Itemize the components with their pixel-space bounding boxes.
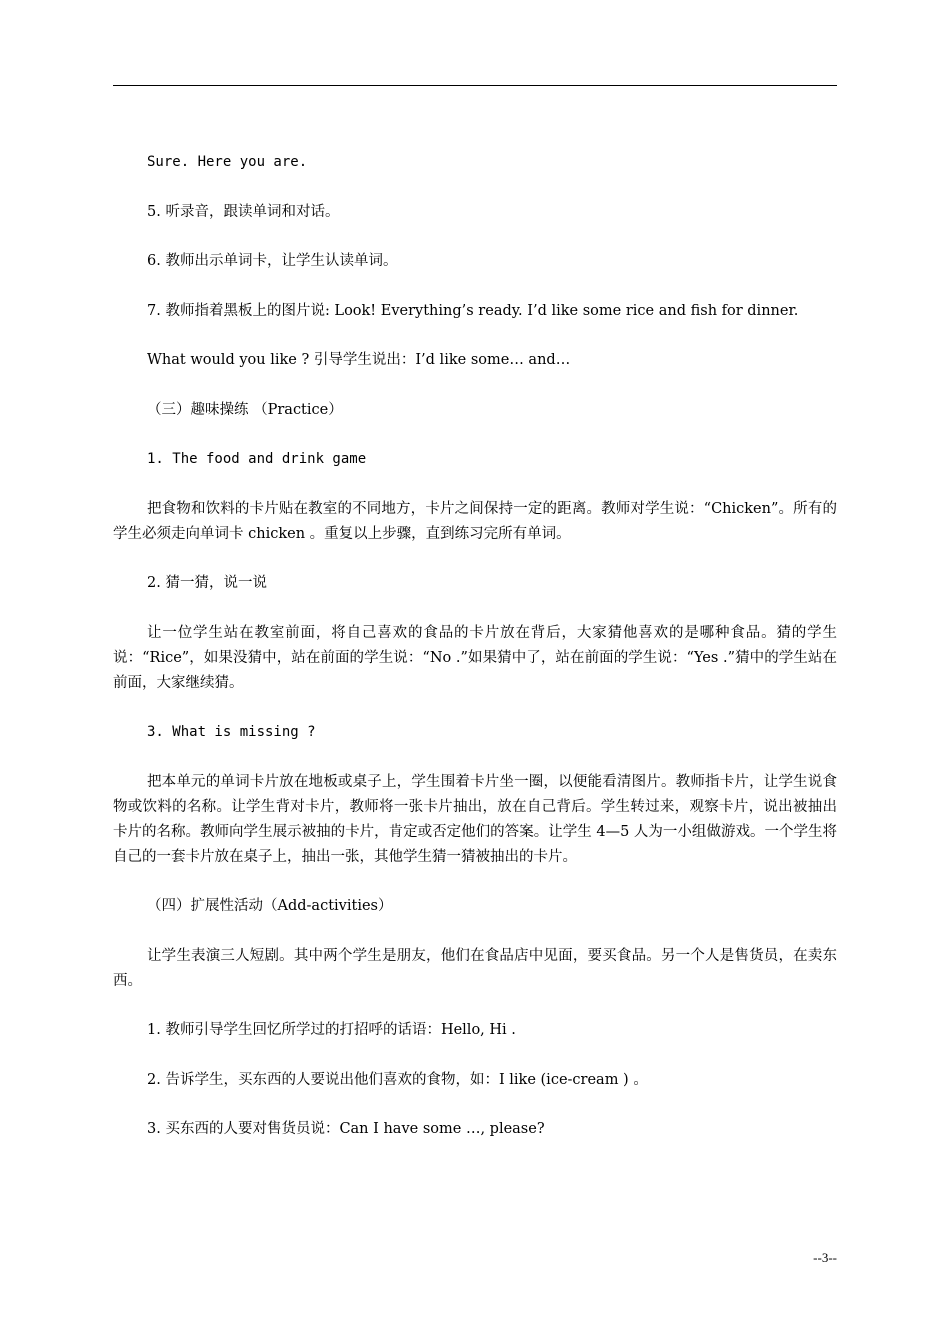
paragraph: 1. 教师引导学生回忆所学过的打招呼的话语：Hello, Hi . — [147, 1022, 516, 1038]
header-rule — [113, 85, 837, 86]
section-heading: （三）趣味操练 （Practice） — [147, 401, 343, 418]
paragraph: 2. 告诉学生，买东西的人要说出他们喜欢的食物，如：I like (ice-cream ) 。 — [147, 1071, 648, 1088]
paragraph: 把食物和饮料的卡片贴在教室的不同地方，卡片之间保持一定的距离。教师对学生说：“Chicken”。所有的学生必须走向单词卡 chicken 。重复以上步骤，直到练习完所有单词。 — [113, 500, 837, 542]
page-number: --3-- — [813, 1250, 837, 1265]
paragraph: 把本单元的单词卡片放在地板或桌子上，学生围着卡片坐一圈，以便能看清图片。教师指卡片，让学生说食物或饮料的名称。让学生背对卡片，教师将一张卡片抽出，放在自己背后。学生转过来，观察卡片，说出被抽出卡片的名称。教师向学生展示被抽的卡片，肯定或否定他们的答案。让学生 4—5 人为一小组做游戏。一个学生将自己的一套卡片放在桌子上，抽出一张，其他学生猜一猜被抽出的卡片。 — [113, 773, 837, 865]
paragraph: 2. 猜一猜，说一说 — [147, 575, 267, 591]
paragraph: 让一位学生站在教室前面，将自己喜欢的食品的卡片放在背后，大家猜他喜欢的是哪种食品。猜的学生说：“Rice”，如果没猜中，站在前面的学生说：“No .”如果猜中了，站在前面的学生说：“Yes .”猜中的学生站在前面，大家继续猜。 — [113, 624, 837, 691]
paragraph: Sure. Here you are. — [147, 154, 308, 170]
section-heading: （四）扩展性活动（Add-activities） — [147, 898, 393, 914]
paragraph: What would you like ? 引导学生说出：I’d like some… and… — [147, 352, 571, 368]
paragraph: 3. What is missing ? — [147, 724, 316, 740]
document-body — [113, 150, 837, 1167]
paragraph: 7. 教师指着黑板上的图片说: Look! Everything’s ready. I’d like some rice and fish for dinner. — [147, 302, 799, 319]
paragraph: 让学生表演三人短剧。其中两个学生是朋友，他们在食品店中见面，要买食品。另一个人是售货员，在卖东西。 — [113, 947, 837, 989]
paragraph: 3. 买东西的人要对售货员说：Can I have some …, please? — [147, 1121, 545, 1137]
paragraph: 5. 听录音，跟读单词和对话。 — [147, 203, 340, 220]
paragraph: 6. 教师出示单词卡，让学生认读单词。 — [147, 253, 398, 269]
paragraph: 1. The food and drink game — [147, 451, 367, 467]
